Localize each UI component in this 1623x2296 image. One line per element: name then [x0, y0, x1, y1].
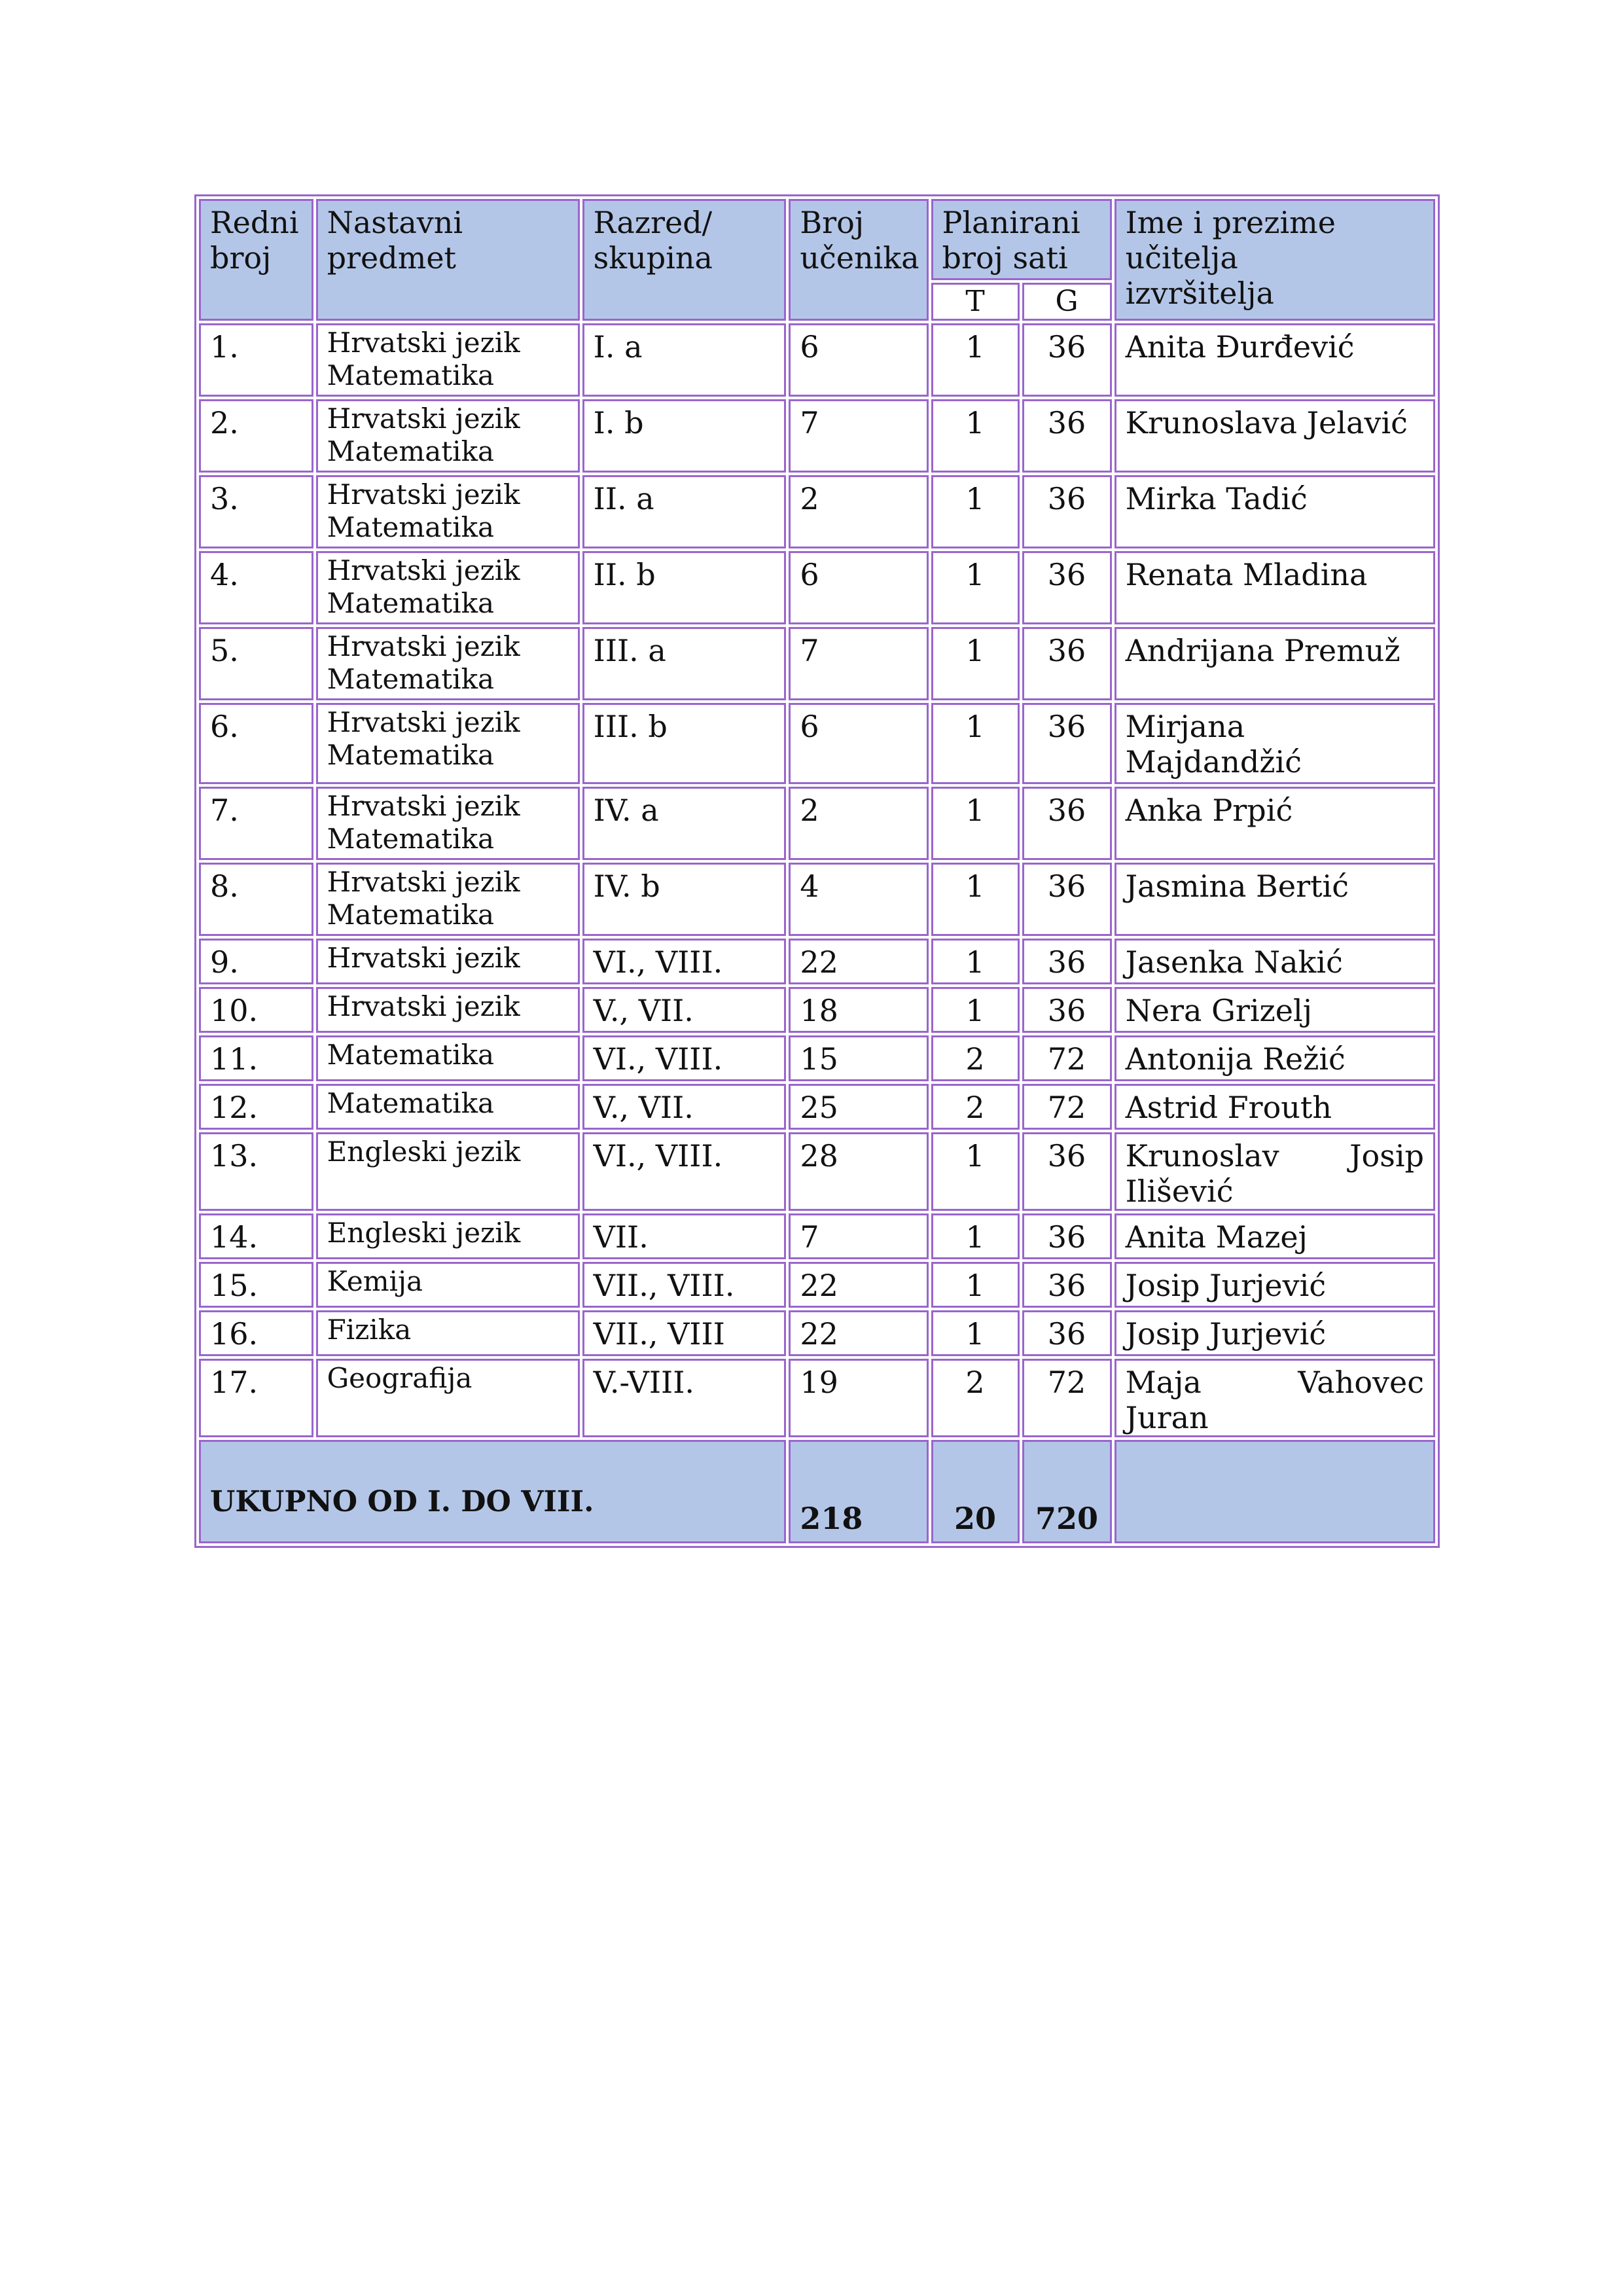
cell-razred: VI., VIII.	[582, 939, 787, 984]
cell-broj-ucenika: 7	[789, 1213, 928, 1259]
cell-razred: III. b	[582, 703, 787, 784]
name-line: Astrid Frouth	[1125, 1090, 1332, 1125]
cell-razred: VII., VIII	[582, 1310, 787, 1356]
cell-ime-prezime	[1115, 1084, 1435, 1130]
cell-sati-g: 72	[1022, 1084, 1112, 1130]
name-line	[1126, 1365, 1424, 1400]
cell-razred: VI., VIII.	[582, 1035, 787, 1081]
cell-broj-ucenika: 6	[789, 551, 928, 624]
cell-redni-broj: 2.	[199, 399, 313, 473]
cell-sati-g: 36	[1022, 323, 1112, 397]
predmet-line: Matematika	[327, 587, 495, 619]
cell-ime-prezime	[1115, 1359, 1435, 1437]
cell-sati-t: 1	[931, 1132, 1020, 1211]
name-line: Jasenka Nakić	[1125, 944, 1343, 980]
cell-broj-ucenika: 22	[789, 939, 928, 984]
header-ime-prezime: Ime i prezime učitelja izvršitelja	[1115, 199, 1435, 321]
name-line: Juran	[1125, 1400, 1209, 1435]
predmet-line: Kemija	[327, 1265, 423, 1297]
cell-redni-broj: 6.	[199, 703, 313, 784]
cell-sati-g: 36	[1022, 627, 1112, 700]
predmet-line: Engleski jezik	[327, 1217, 521, 1249]
cell-nastavni-predmet	[316, 703, 580, 784]
cell-redni-broj: 4.	[199, 551, 313, 624]
cell-sati-g: 36	[1022, 399, 1112, 473]
name-word: Krunoslav	[1125, 1138, 1279, 1174]
header-redni-broj: Redni broj	[199, 199, 313, 321]
table-row	[199, 1359, 1435, 1437]
teacher-hours-table	[194, 194, 1440, 1548]
cell-razred: III. a	[582, 627, 787, 700]
predmet-line: Hrvatski jezik	[327, 866, 520, 898]
total-label: UKUPNO OD I. DO VIII.	[199, 1440, 786, 1543]
cell-broj-ucenika: 6	[789, 323, 928, 397]
cell-redni-broj: 10.	[199, 987, 313, 1033]
name-line: Majdandžić	[1125, 744, 1302, 780]
cell-razred: II. a	[582, 475, 787, 548]
table-row	[199, 1084, 1435, 1130]
cell-sati-t: 1	[931, 627, 1020, 700]
cell-sati-g: 36	[1022, 1262, 1112, 1308]
name-line: Josip Jurjević	[1125, 1316, 1327, 1352]
table-row	[199, 787, 1435, 860]
predmet-line: Hrvatski jezik	[327, 990, 520, 1022]
name-line: Josip Jurjević	[1125, 1268, 1327, 1303]
predmet-line: Hrvatski jezik	[327, 630, 520, 662]
predmet-line: Matematika	[327, 899, 495, 931]
cell-razred: VII., VIII.	[582, 1262, 787, 1308]
table-row	[199, 1213, 1435, 1259]
cell-sati-g: 72	[1022, 1035, 1112, 1081]
cell-broj-ucenika: 7	[789, 627, 928, 700]
cell-nastavni-predmet	[316, 1310, 580, 1356]
cell-ime-prezime	[1115, 863, 1435, 936]
table-row	[199, 1035, 1435, 1081]
cell-redni-broj: 11.	[199, 1035, 313, 1081]
cell-broj-ucenika: 19	[789, 1359, 928, 1437]
predmet-line: Engleski jezik	[327, 1136, 521, 1168]
cell-redni-broj: 15.	[199, 1262, 313, 1308]
total-ime	[1115, 1440, 1435, 1543]
name-line	[1126, 1138, 1424, 1174]
cell-sati-t: 1	[931, 787, 1020, 860]
table-row	[199, 987, 1435, 1033]
cell-nastavni-predmet	[316, 863, 580, 936]
predmet-line: Geografija	[327, 1362, 473, 1394]
cell-sati-t: 1	[931, 1213, 1020, 1259]
cell-nastavni-predmet	[316, 787, 580, 860]
predmet-line: Matematika	[327, 435, 495, 467]
cell-sati-g: 36	[1022, 939, 1112, 984]
cell-nastavni-predmet	[316, 1213, 580, 1259]
cell-broj-ucenika: 25	[789, 1084, 928, 1130]
cell-razred: VII.	[582, 1213, 787, 1259]
cell-ime-prezime	[1115, 1035, 1435, 1081]
cell-ime-prezime	[1115, 1213, 1435, 1259]
cell-broj-ucenika: 18	[789, 987, 928, 1033]
header-planirani-broj-sati: Planirani broj sati	[931, 199, 1112, 280]
cell-redni-broj: 13.	[199, 1132, 313, 1211]
cell-razred: V., VII.	[582, 1084, 787, 1130]
cell-broj-ucenika: 15	[789, 1035, 928, 1081]
cell-nastavni-predmet	[316, 1359, 580, 1437]
cell-nastavni-predmet	[316, 627, 580, 700]
table-row	[199, 399, 1435, 473]
predmet-line: Hrvatski jezik	[327, 554, 520, 586]
name-word: Vahovec	[1298, 1365, 1424, 1400]
cell-nastavni-predmet	[316, 1035, 580, 1081]
cell-razred: I. a	[582, 323, 787, 397]
cell-broj-ucenika: 6	[789, 703, 928, 784]
cell-nastavni-predmet	[316, 1262, 580, 1308]
total-row	[199, 1440, 1435, 1543]
predmet-line: Fizika	[327, 1314, 412, 1346]
cell-sati-g: 36	[1022, 1213, 1112, 1259]
cell-ime-prezime	[1115, 627, 1435, 700]
header-sub-t: T	[931, 283, 1020, 321]
name-line: Krunoslava Jelavić	[1125, 405, 1408, 440]
cell-broj-ucenika: 22	[789, 1310, 928, 1356]
predmet-line: Hrvatski jezik	[327, 706, 520, 738]
cell-nastavni-predmet	[316, 1132, 580, 1211]
cell-redni-broj: 5.	[199, 627, 313, 700]
cell-ime-prezime	[1115, 399, 1435, 473]
cell-sati-g: 36	[1022, 987, 1112, 1033]
cell-redni-broj: 12.	[199, 1084, 313, 1130]
predmet-line: Matematika	[327, 511, 495, 543]
predmet-line: Matematika	[327, 1039, 495, 1071]
table-row	[199, 551, 1435, 624]
cell-sati-g: 36	[1022, 703, 1112, 784]
name-line: Anka Prpić	[1125, 793, 1293, 828]
cell-sati-t: 1	[931, 1310, 1020, 1356]
cell-nastavni-predmet	[316, 323, 580, 397]
cell-sati-t: 1	[931, 551, 1020, 624]
header-razred-skupina: Razred/ skupina	[582, 199, 787, 321]
cell-nastavni-predmet	[316, 987, 580, 1033]
cell-redni-broj: 7.	[199, 787, 313, 860]
cell-razred: I. b	[582, 399, 787, 473]
predmet-line: Hrvatski jezik	[327, 327, 520, 359]
table-body	[199, 323, 1435, 1543]
cell-sati-g: 36	[1022, 1310, 1112, 1356]
cell-sati-t: 1	[931, 863, 1020, 936]
name-line: Antonija Režić	[1125, 1041, 1346, 1077]
cell-razred: V., VII.	[582, 987, 787, 1033]
table-row	[199, 475, 1435, 548]
predmet-line: Hrvatski jezik	[327, 403, 520, 435]
cell-ime-prezime	[1115, 475, 1435, 548]
cell-nastavni-predmet	[316, 475, 580, 548]
name-line: Ilišević	[1125, 1174, 1234, 1209]
predmet-line: Matematika	[327, 739, 495, 771]
header-broj-ucenika: Broj učenika	[789, 199, 928, 321]
table-row	[199, 1262, 1435, 1308]
predmet-line: Matematika	[327, 823, 495, 855]
cell-sati-t: 1	[931, 939, 1020, 984]
cell-sati-t: 1	[931, 399, 1020, 473]
cell-sati-g: 72	[1022, 1359, 1112, 1437]
cell-sati-t: 1	[931, 1262, 1020, 1308]
cell-nastavni-predmet	[316, 1084, 580, 1130]
predmet-line: Hrvatski jezik	[327, 942, 520, 974]
cell-nastavni-predmet	[316, 551, 580, 624]
name-line: Mirjana	[1125, 709, 1245, 744]
cell-sati-t: 1	[931, 987, 1020, 1033]
cell-ime-prezime	[1115, 939, 1435, 984]
table-row	[199, 939, 1435, 984]
cell-redni-broj: 14.	[199, 1213, 313, 1259]
name-word: Maja	[1125, 1365, 1202, 1400]
table-row	[199, 627, 1435, 700]
name-line: Andrijana Premuž	[1125, 633, 1400, 668]
cell-sati-t: 2	[931, 1084, 1020, 1130]
total-t: 20	[931, 1440, 1020, 1543]
predmet-line: Hrvatski jezik	[327, 790, 520, 822]
cell-nastavni-predmet	[316, 399, 580, 473]
cell-ime-prezime	[1115, 1310, 1435, 1356]
cell-redni-broj: 9.	[199, 939, 313, 984]
cell-ime-prezime	[1115, 1132, 1435, 1211]
cell-ime-prezime	[1115, 1262, 1435, 1308]
cell-razred: V.-VIII.	[582, 1359, 787, 1437]
cell-ime-prezime	[1115, 323, 1435, 397]
cell-sati-t: 1	[931, 323, 1020, 397]
total-g: 720	[1022, 1440, 1112, 1543]
cell-redni-broj: 8.	[199, 863, 313, 936]
table-row	[199, 1310, 1435, 1356]
name-line: Anita Mazej	[1125, 1219, 1308, 1255]
name-line: Jasmina Bertić	[1125, 869, 1349, 904]
cell-ime-prezime	[1115, 551, 1435, 624]
cell-broj-ucenika: 7	[789, 399, 928, 473]
header-sub-g: G	[1022, 283, 1112, 321]
cell-broj-ucenika: 4	[789, 863, 928, 936]
header-row	[199, 199, 1435, 280]
predmet-line: Matematika	[327, 663, 495, 695]
cell-sati-g: 36	[1022, 787, 1112, 860]
cell-razred: VI., VIII.	[582, 1132, 787, 1211]
predmet-line: Matematika	[327, 359, 495, 391]
name-line: Nera Grizelj	[1125, 993, 1312, 1028]
cell-razred: II. b	[582, 551, 787, 624]
cell-sati-t: 2	[931, 1359, 1020, 1437]
cell-redni-broj: 1.	[199, 323, 313, 397]
cell-ime-prezime	[1115, 787, 1435, 860]
cell-sati-g: 36	[1022, 1132, 1112, 1211]
cell-nastavni-predmet	[316, 939, 580, 984]
name-line: Mirka Tadić	[1125, 481, 1308, 516]
cell-sati-t: 2	[931, 1035, 1020, 1081]
cell-ime-prezime	[1115, 703, 1435, 784]
cell-razred: IV. b	[582, 863, 787, 936]
table-row	[199, 703, 1435, 784]
table-row	[199, 1132, 1435, 1211]
cell-sati-g: 36	[1022, 551, 1112, 624]
table-row	[199, 863, 1435, 936]
name-line: Anita Đurđević	[1125, 329, 1355, 365]
cell-broj-ucenika: 2	[789, 787, 928, 860]
cell-sati-t: 1	[931, 475, 1020, 548]
cell-sati-t: 1	[931, 703, 1020, 784]
cell-ime-prezime	[1115, 987, 1435, 1033]
cell-redni-broj: 16.	[199, 1310, 313, 1356]
cell-broj-ucenika: 22	[789, 1262, 928, 1308]
name-word: Josip	[1349, 1138, 1424, 1174]
total-broj: 218	[789, 1440, 928, 1543]
cell-razred: IV. a	[582, 787, 787, 860]
cell-sati-g: 36	[1022, 475, 1112, 548]
cell-broj-ucenika: 2	[789, 475, 928, 548]
cell-broj-ucenika: 28	[789, 1132, 928, 1211]
cell-redni-broj: 17.	[199, 1359, 313, 1437]
cell-redni-broj: 3.	[199, 475, 313, 548]
predmet-line: Matematika	[327, 1087, 495, 1119]
table-row	[199, 323, 1435, 397]
header-nastavni-predmet: Nastavni predmet	[316, 199, 580, 321]
cell-sati-g: 36	[1022, 863, 1112, 936]
name-line: Renata Mladina	[1125, 557, 1368, 592]
predmet-line: Hrvatski jezik	[327, 478, 520, 511]
